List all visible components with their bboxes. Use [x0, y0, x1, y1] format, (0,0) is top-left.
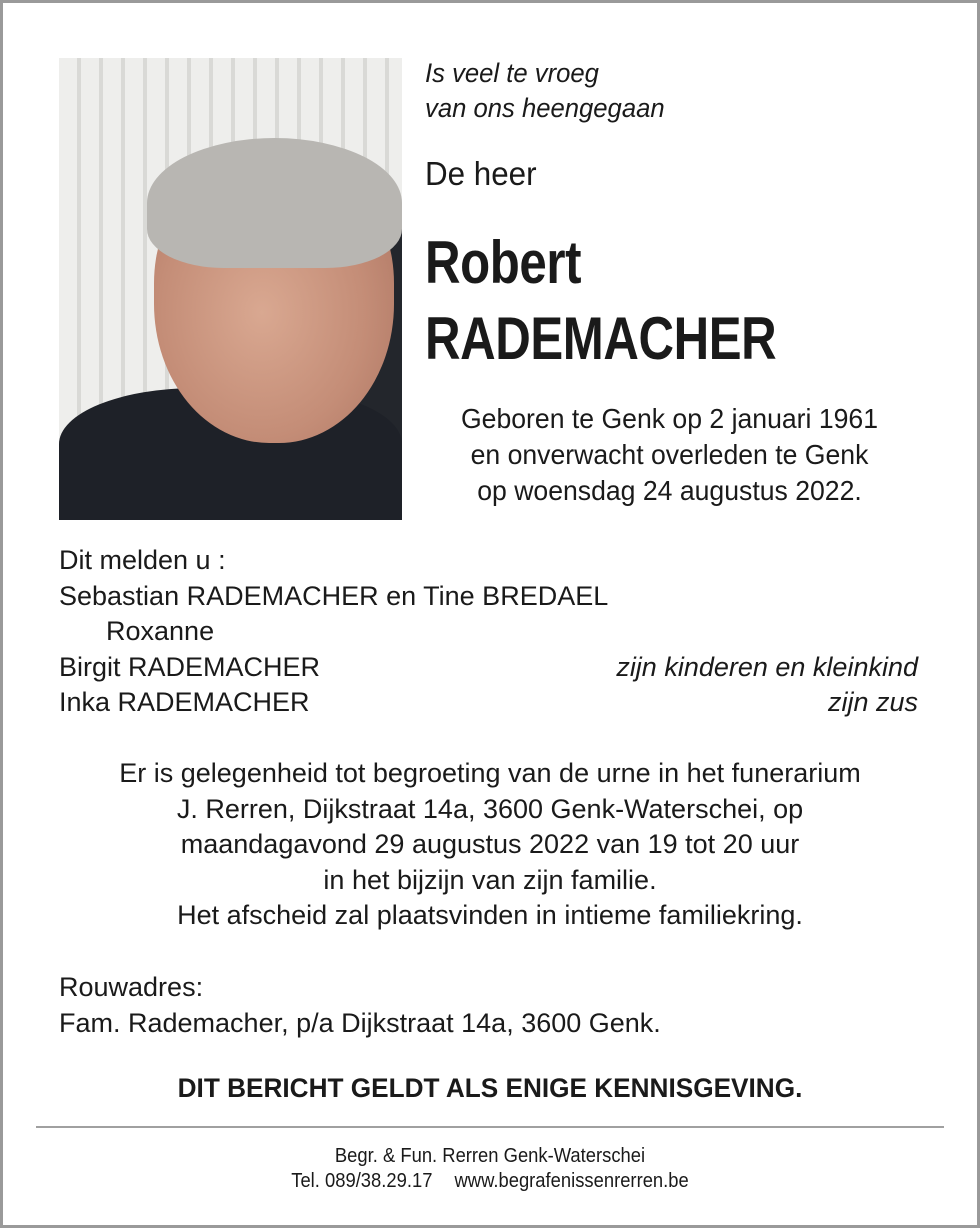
- address-value: Fam. Rademacher, p/a Dijkstraat 14a, 3600 Genk.: [59, 1007, 661, 1038]
- intro-text: [425, 56, 665, 126]
- funeral-company: Begr. & Fun. Rerren Genk-Waterschei: [334, 1145, 646, 1167]
- family-row: [59, 614, 918, 650]
- visitation-line: Het afscheid zal plaatsvinden in intieme familiekring.: [177, 900, 803, 930]
- website-link[interactable]: www.begrafenissenrerren.be: [454, 1170, 689, 1192]
- family-list: [59, 543, 918, 721]
- visitation-line: J. Rerren, Dijkstraat 14a, 3600 Genk-Waterschei, op: [176, 793, 804, 824]
- divider: [36, 1126, 944, 1128]
- address-label: Rouwadres:: [59, 972, 204, 1002]
- family-name: Birgit RADEMACHER: [59, 651, 321, 682]
- family-row: [59, 579, 918, 615]
- visitation-line: Er is gelegenheid tot begroeting van de urne in het funerarium: [119, 758, 861, 788]
- first-name: Robert: [425, 229, 582, 296]
- dates-line: en onverwacht overleden te Genk: [470, 439, 869, 470]
- family-name: Roxanne: [106, 616, 215, 646]
- family-row: [59, 650, 918, 686]
- last-name: RADEMACHER: [425, 305, 777, 372]
- family-name: Sebastian RADEMACHER en Tine BREDAEL: [59, 580, 609, 611]
- official-notice: DIT BERICHT GELDT ALS ENIGE KENNISGEVING.: [177, 1073, 803, 1103]
- dates-line: Geboren te Genk op 2 januari 1961: [460, 403, 879, 434]
- intro-line: Is veel te vroeg: [425, 58, 599, 88]
- dates-line: op woensdag 24 augustus 2022.: [477, 475, 862, 506]
- life-dates: [425, 401, 914, 509]
- portrait-photo: [59, 58, 402, 520]
- intro-line: van ons heengegaan: [425, 93, 665, 123]
- family-heading: Dit melden u :: [59, 545, 226, 575]
- deceased-name: [425, 225, 776, 377]
- honorific: De heer: [425, 155, 537, 192]
- visitation-info: [40, 756, 940, 934]
- visitation-line: in het bijzijn van zijn familie.: [323, 864, 657, 895]
- visitation-line: maandagavond 29 augustus 2022 van 19 tot 20 uur: [180, 829, 800, 859]
- footer: [39, 1144, 941, 1194]
- phone: Tel. 089/38.29.17: [291, 1170, 433, 1192]
- family-relation: zijn zus: [827, 687, 918, 717]
- mourning-address: [59, 970, 661, 1041]
- family-relation: zijn kinderen en kleinkind: [616, 651, 918, 682]
- family-name: Inka RADEMACHER: [59, 687, 310, 717]
- family-row: [59, 685, 918, 721]
